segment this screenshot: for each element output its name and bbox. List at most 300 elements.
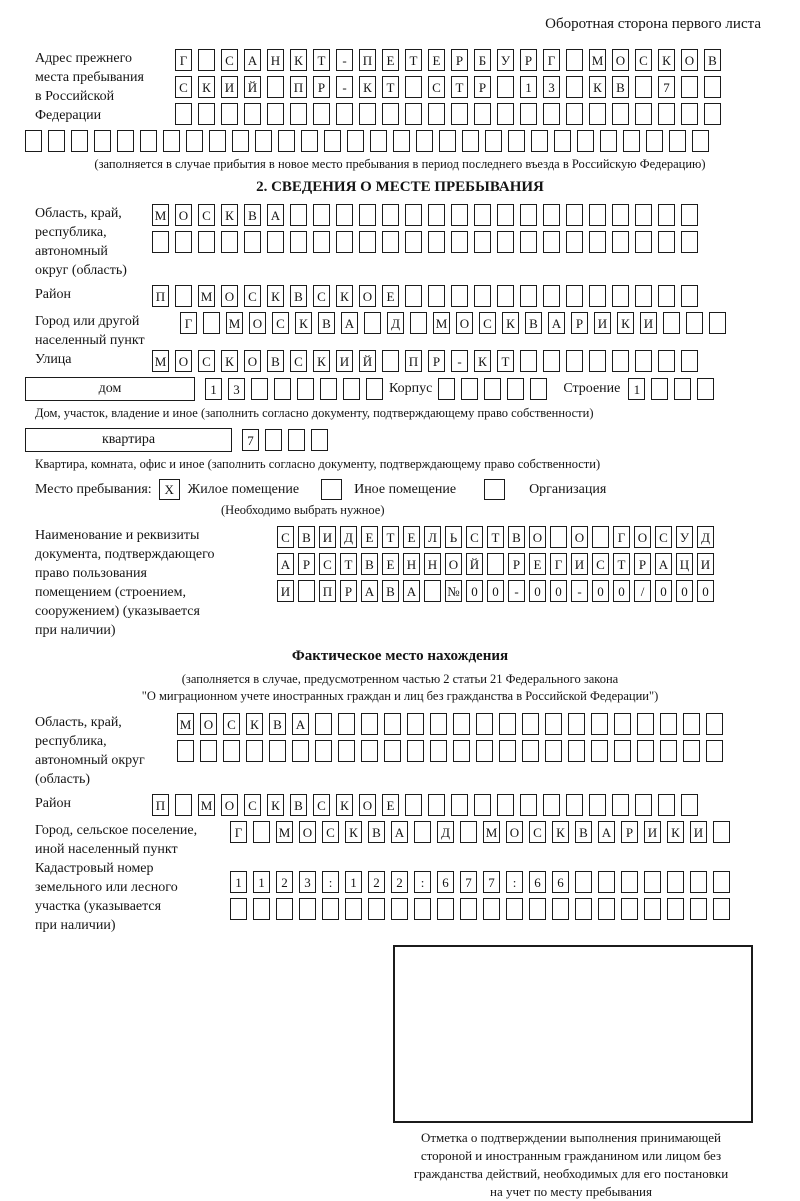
char-box[interactable]: П xyxy=(319,580,336,602)
char-box[interactable] xyxy=(566,231,583,253)
char-box[interactable] xyxy=(451,285,468,307)
char-box[interactable] xyxy=(635,350,652,372)
char-box[interactable] xyxy=(531,130,548,152)
char-box[interactable] xyxy=(637,713,654,735)
char-box[interactable]: У xyxy=(676,526,693,548)
char-box[interactable] xyxy=(361,713,378,735)
char-box[interactable] xyxy=(713,898,730,920)
char-box[interactable] xyxy=(621,871,638,893)
char-box[interactable]: Т xyxy=(405,49,422,71)
char-box[interactable] xyxy=(635,76,652,98)
char-box[interactable] xyxy=(265,429,282,451)
char-box[interactable] xyxy=(298,580,315,602)
char-box[interactable]: М xyxy=(152,204,169,226)
char-box[interactable] xyxy=(612,103,629,125)
char-box[interactable]: М xyxy=(152,350,169,372)
char-box[interactable] xyxy=(667,871,684,893)
char-box[interactable]: Г xyxy=(180,312,197,334)
char-box[interactable] xyxy=(508,130,525,152)
char-box[interactable] xyxy=(644,898,661,920)
char-box[interactable]: М xyxy=(177,713,194,735)
char-box[interactable] xyxy=(497,204,514,226)
char-box[interactable]: 1 xyxy=(253,871,270,893)
char-box[interactable]: 7 xyxy=(658,76,675,98)
char-box[interactable]: 0 xyxy=(529,580,546,602)
char-box[interactable] xyxy=(487,553,504,575)
char-box[interactable]: С xyxy=(319,553,336,575)
char-box[interactable] xyxy=(506,898,523,920)
char-box[interactable] xyxy=(439,130,456,152)
char-box[interactable]: Г xyxy=(175,49,192,71)
char-box[interactable] xyxy=(407,713,424,735)
char-box[interactable] xyxy=(48,130,65,152)
char-box[interactable] xyxy=(462,130,479,152)
char-box[interactable]: М xyxy=(226,312,243,334)
char-box[interactable]: В xyxy=(508,526,525,548)
char-box[interactable] xyxy=(497,231,514,253)
char-box[interactable]: Р xyxy=(508,553,525,575)
char-box[interactable] xyxy=(552,898,569,920)
char-box[interactable]: П xyxy=(152,794,169,816)
char-box[interactable]: : xyxy=(322,871,339,893)
char-box[interactable]: 0 xyxy=(592,580,609,602)
char-box[interactable] xyxy=(497,103,514,125)
char-box[interactable]: А xyxy=(391,821,408,843)
char-box[interactable] xyxy=(681,103,698,125)
char-box[interactable]: В xyxy=(290,285,307,307)
char-box[interactable] xyxy=(530,378,547,400)
char-box[interactable]: С xyxy=(244,794,261,816)
char-box[interactable] xyxy=(644,871,661,893)
char-box[interactable]: 6 xyxy=(529,871,546,893)
char-box[interactable]: В xyxy=(318,312,335,334)
char-box[interactable]: К xyxy=(198,76,215,98)
char-box[interactable]: С xyxy=(313,794,330,816)
char-box[interactable] xyxy=(246,740,263,762)
char-box[interactable] xyxy=(460,898,477,920)
char-box[interactable] xyxy=(704,103,721,125)
char-box[interactable] xyxy=(614,740,631,762)
char-box[interactable] xyxy=(297,378,314,400)
char-box[interactable] xyxy=(499,740,516,762)
char-box[interactable]: К xyxy=(658,49,675,71)
char-box[interactable]: Р xyxy=(474,76,491,98)
char-box[interactable] xyxy=(313,103,330,125)
char-box[interactable] xyxy=(451,794,468,816)
char-box[interactable] xyxy=(451,204,468,226)
char-box[interactable]: Е xyxy=(529,553,546,575)
char-box[interactable] xyxy=(382,103,399,125)
char-box[interactable]: Н xyxy=(424,553,441,575)
char-box[interactable]: С xyxy=(175,76,192,98)
char-box[interactable]: М xyxy=(483,821,500,843)
char-box[interactable]: Г xyxy=(543,49,560,71)
char-box[interactable]: : xyxy=(506,871,523,893)
char-box[interactable]: Й xyxy=(244,76,261,98)
char-box[interactable]: С xyxy=(655,526,672,548)
char-box[interactable]: 2 xyxy=(391,871,408,893)
char-box[interactable] xyxy=(186,130,203,152)
char-box[interactable]: О xyxy=(244,350,261,372)
char-box[interactable]: М xyxy=(198,794,215,816)
char-box[interactable] xyxy=(292,740,309,762)
char-box[interactable]: Й xyxy=(359,350,376,372)
char-box[interactable] xyxy=(589,103,606,125)
char-box[interactable]: П xyxy=(290,76,307,98)
char-box[interactable] xyxy=(568,740,585,762)
char-box[interactable] xyxy=(520,350,537,372)
char-box[interactable]: М xyxy=(433,312,450,334)
char-box[interactable] xyxy=(209,130,226,152)
char-box[interactable] xyxy=(704,76,721,98)
char-box[interactable] xyxy=(405,103,422,125)
char-box[interactable] xyxy=(175,103,192,125)
char-box[interactable] xyxy=(566,76,583,98)
char-box[interactable] xyxy=(623,130,640,152)
char-box[interactable]: Т xyxy=(497,350,514,372)
char-box[interactable] xyxy=(94,130,111,152)
char-box[interactable]: 7 xyxy=(242,429,259,451)
char-box[interactable] xyxy=(658,103,675,125)
char-box[interactable] xyxy=(497,794,514,816)
char-box[interactable] xyxy=(658,794,675,816)
char-box[interactable]: Р xyxy=(313,76,330,98)
char-box[interactable] xyxy=(669,130,686,152)
char-box[interactable] xyxy=(598,871,615,893)
char-box[interactable] xyxy=(651,378,668,400)
char-box[interactable] xyxy=(453,740,470,762)
char-box[interactable] xyxy=(706,740,723,762)
char-box[interactable]: О xyxy=(359,285,376,307)
char-box[interactable] xyxy=(382,204,399,226)
char-box[interactable] xyxy=(290,204,307,226)
char-box[interactable] xyxy=(244,231,261,253)
char-box[interactable] xyxy=(251,378,268,400)
char-box[interactable] xyxy=(313,204,330,226)
char-box[interactable]: С xyxy=(244,285,261,307)
char-box[interactable]: А xyxy=(403,580,420,602)
char-box[interactable]: 2 xyxy=(276,871,293,893)
char-box[interactable] xyxy=(589,794,606,816)
char-box[interactable]: Р xyxy=(520,49,537,71)
char-box[interactable] xyxy=(497,285,514,307)
char-box[interactable]: И xyxy=(221,76,238,98)
char-box[interactable]: С xyxy=(466,526,483,548)
char-box[interactable]: О xyxy=(359,794,376,816)
char-box[interactable]: К xyxy=(290,49,307,71)
char-box[interactable] xyxy=(589,231,606,253)
char-box[interactable] xyxy=(290,231,307,253)
char-box[interactable] xyxy=(681,231,698,253)
char-box[interactable] xyxy=(474,285,491,307)
char-box[interactable] xyxy=(697,378,714,400)
char-box[interactable]: А xyxy=(267,204,284,226)
char-box[interactable]: 3 xyxy=(228,378,245,400)
char-box[interactable] xyxy=(681,204,698,226)
char-box[interactable]: А xyxy=(655,553,672,575)
char-box[interactable]: С xyxy=(221,49,238,71)
char-box[interactable] xyxy=(520,103,537,125)
char-box[interactable] xyxy=(336,231,353,253)
char-box[interactable]: К xyxy=(617,312,634,334)
char-box[interactable]: В xyxy=(290,794,307,816)
char-box[interactable] xyxy=(598,898,615,920)
char-box[interactable] xyxy=(324,130,341,152)
char-box[interactable]: И xyxy=(571,553,588,575)
char-box[interactable] xyxy=(230,898,247,920)
char-box[interactable] xyxy=(566,103,583,125)
char-box[interactable] xyxy=(476,713,493,735)
char-box[interactable]: 1 xyxy=(230,871,247,893)
char-box[interactable] xyxy=(274,378,291,400)
char-box[interactable] xyxy=(690,898,707,920)
char-box[interactable] xyxy=(612,350,629,372)
char-box[interactable] xyxy=(485,130,502,152)
char-box[interactable] xyxy=(299,898,316,920)
char-box[interactable] xyxy=(575,898,592,920)
char-box[interactable] xyxy=(336,204,353,226)
char-box[interactable] xyxy=(483,898,500,920)
char-box[interactable] xyxy=(313,231,330,253)
char-box[interactable]: - xyxy=(571,580,588,602)
char-box[interactable] xyxy=(424,580,441,602)
char-box[interactable]: В xyxy=(575,821,592,843)
char-box[interactable] xyxy=(621,898,638,920)
char-box[interactable]: О xyxy=(175,204,192,226)
char-box[interactable]: М xyxy=(198,285,215,307)
char-box[interactable] xyxy=(460,821,477,843)
char-box[interactable] xyxy=(177,740,194,762)
char-box[interactable] xyxy=(543,231,560,253)
char-box[interactable]: О xyxy=(612,49,629,71)
char-box[interactable]: - xyxy=(336,76,353,98)
char-box[interactable]: К xyxy=(336,794,353,816)
char-box[interactable] xyxy=(430,740,447,762)
char-box[interactable]: П xyxy=(405,350,422,372)
char-box[interactable]: 1 xyxy=(628,378,645,400)
char-box[interactable]: В xyxy=(612,76,629,98)
char-box[interactable] xyxy=(320,378,337,400)
char-box[interactable]: К xyxy=(246,713,263,735)
char-box[interactable] xyxy=(635,204,652,226)
char-box[interactable] xyxy=(405,204,422,226)
char-box[interactable] xyxy=(591,713,608,735)
char-box[interactable]: И xyxy=(319,526,336,548)
char-box[interactable]: К xyxy=(267,285,284,307)
char-box[interactable] xyxy=(232,130,249,152)
char-box[interactable] xyxy=(520,204,537,226)
char-box[interactable]: 3 xyxy=(543,76,560,98)
char-box[interactable] xyxy=(566,794,583,816)
char-box[interactable]: № xyxy=(445,580,462,602)
char-box[interactable] xyxy=(366,378,383,400)
char-box[interactable]: К xyxy=(221,204,238,226)
char-box[interactable]: И xyxy=(644,821,661,843)
char-box[interactable] xyxy=(545,740,562,762)
char-box[interactable]: - xyxy=(336,49,353,71)
char-box[interactable] xyxy=(405,285,422,307)
char-box[interactable]: 3 xyxy=(299,871,316,893)
char-box[interactable]: В xyxy=(525,312,542,334)
char-box[interactable]: К xyxy=(313,350,330,372)
char-box[interactable] xyxy=(589,350,606,372)
char-box[interactable] xyxy=(476,740,493,762)
char-box[interactable] xyxy=(706,713,723,735)
char-box[interactable]: С xyxy=(198,350,215,372)
char-box[interactable] xyxy=(315,713,332,735)
char-box[interactable]: Р xyxy=(451,49,468,71)
char-box[interactable] xyxy=(614,713,631,735)
char-box[interactable] xyxy=(637,740,654,762)
char-box[interactable]: Е xyxy=(382,794,399,816)
char-box[interactable] xyxy=(343,378,360,400)
char-box[interactable] xyxy=(568,713,585,735)
char-box[interactable]: 6 xyxy=(552,871,569,893)
char-box[interactable] xyxy=(338,713,355,735)
char-box[interactable]: Ь xyxy=(445,526,462,548)
checkbox-org[interactable] xyxy=(484,479,505,500)
char-box[interactable]: К xyxy=(359,76,376,98)
char-box[interactable] xyxy=(410,312,427,334)
char-box[interactable]: В xyxy=(298,526,315,548)
char-box[interactable]: О xyxy=(249,312,266,334)
char-box[interactable]: С xyxy=(272,312,289,334)
char-box[interactable] xyxy=(405,794,422,816)
char-box[interactable]: С xyxy=(277,526,294,548)
char-box[interactable] xyxy=(660,713,677,735)
char-box[interactable] xyxy=(198,103,215,125)
char-box[interactable]: Т xyxy=(340,553,357,575)
char-box[interactable] xyxy=(267,76,284,98)
char-box[interactable] xyxy=(416,130,433,152)
char-box[interactable] xyxy=(660,740,677,762)
char-box[interactable] xyxy=(267,103,284,125)
char-box[interactable]: 1 xyxy=(205,378,222,400)
char-box[interactable]: В xyxy=(361,553,378,575)
char-box[interactable] xyxy=(658,350,675,372)
char-box[interactable]: К xyxy=(267,794,284,816)
char-box[interactable] xyxy=(405,76,422,98)
char-box[interactable]: О xyxy=(175,350,192,372)
char-box[interactable]: / xyxy=(634,580,651,602)
char-box[interactable] xyxy=(368,898,385,920)
char-box[interactable]: В xyxy=(244,204,261,226)
char-box[interactable]: О xyxy=(221,285,238,307)
char-box[interactable]: С xyxy=(529,821,546,843)
char-box[interactable]: В xyxy=(382,580,399,602)
char-box[interactable]: К xyxy=(345,821,362,843)
char-box[interactable]: А xyxy=(598,821,615,843)
char-box[interactable] xyxy=(692,130,709,152)
char-box[interactable] xyxy=(221,103,238,125)
char-box[interactable]: М xyxy=(276,821,293,843)
char-box[interactable] xyxy=(484,378,501,400)
char-box[interactable]: К xyxy=(221,350,238,372)
char-box[interactable]: 1 xyxy=(345,871,362,893)
char-box[interactable] xyxy=(382,350,399,372)
char-box[interactable] xyxy=(428,794,445,816)
char-box[interactable] xyxy=(359,103,376,125)
char-box[interactable] xyxy=(592,526,609,548)
char-box[interactable] xyxy=(361,740,378,762)
char-box[interactable] xyxy=(384,713,401,735)
char-box[interactable] xyxy=(414,821,431,843)
char-box[interactable] xyxy=(635,231,652,253)
char-box[interactable]: В xyxy=(269,713,286,735)
char-box[interactable]: Г xyxy=(230,821,247,843)
char-box[interactable] xyxy=(612,794,629,816)
char-box[interactable]: П xyxy=(152,285,169,307)
char-box[interactable] xyxy=(276,898,293,920)
char-box[interactable] xyxy=(253,821,270,843)
char-box[interactable] xyxy=(543,794,560,816)
char-box[interactable] xyxy=(223,740,240,762)
char-box[interactable] xyxy=(683,740,700,762)
char-box[interactable]: С xyxy=(198,204,215,226)
char-box[interactable]: П xyxy=(359,49,376,71)
char-box[interactable]: К xyxy=(295,312,312,334)
char-box[interactable] xyxy=(543,350,560,372)
char-box[interactable] xyxy=(589,204,606,226)
char-box[interactable] xyxy=(221,231,238,253)
char-box[interactable] xyxy=(384,740,401,762)
char-box[interactable] xyxy=(497,76,514,98)
char-box[interactable] xyxy=(635,794,652,816)
char-box[interactable]: 2 xyxy=(368,871,385,893)
char-box[interactable]: 0 xyxy=(676,580,693,602)
char-box[interactable]: Л xyxy=(424,526,441,548)
char-box[interactable] xyxy=(635,103,652,125)
char-box[interactable] xyxy=(600,130,617,152)
char-box[interactable] xyxy=(315,740,332,762)
char-box[interactable] xyxy=(589,285,606,307)
char-box[interactable]: К xyxy=(502,312,519,334)
char-box[interactable]: А xyxy=(277,553,294,575)
char-box[interactable]: Т xyxy=(451,76,468,98)
char-box[interactable] xyxy=(681,285,698,307)
char-box[interactable]: А xyxy=(292,713,309,735)
char-box[interactable] xyxy=(175,794,192,816)
char-box[interactable] xyxy=(391,898,408,920)
char-box[interactable] xyxy=(253,898,270,920)
char-box[interactable] xyxy=(461,378,478,400)
char-box[interactable]: Й xyxy=(466,553,483,575)
char-box[interactable]: 0 xyxy=(466,580,483,602)
checkbox-zhiloe[interactable]: X xyxy=(159,479,180,500)
char-box[interactable]: 7 xyxy=(483,871,500,893)
char-box[interactable]: Т xyxy=(382,76,399,98)
char-box[interactable] xyxy=(663,312,680,334)
char-box[interactable] xyxy=(646,130,663,152)
char-box[interactable]: Д xyxy=(437,821,454,843)
char-box[interactable] xyxy=(437,898,454,920)
char-box[interactable]: Т xyxy=(613,553,630,575)
char-box[interactable] xyxy=(543,285,560,307)
char-box[interactable] xyxy=(499,713,516,735)
char-box[interactable] xyxy=(359,231,376,253)
char-box[interactable]: О xyxy=(299,821,316,843)
char-box[interactable]: Е xyxy=(403,526,420,548)
char-box[interactable] xyxy=(681,350,698,372)
char-box[interactable]: 0 xyxy=(550,580,567,602)
char-box[interactable] xyxy=(520,794,537,816)
char-box[interactable]: Н xyxy=(267,49,284,71)
char-box[interactable]: Д xyxy=(387,312,404,334)
char-box[interactable] xyxy=(163,130,180,152)
char-box[interactable]: У xyxy=(497,49,514,71)
char-box[interactable]: Р xyxy=(298,553,315,575)
char-box[interactable]: С xyxy=(223,713,240,735)
